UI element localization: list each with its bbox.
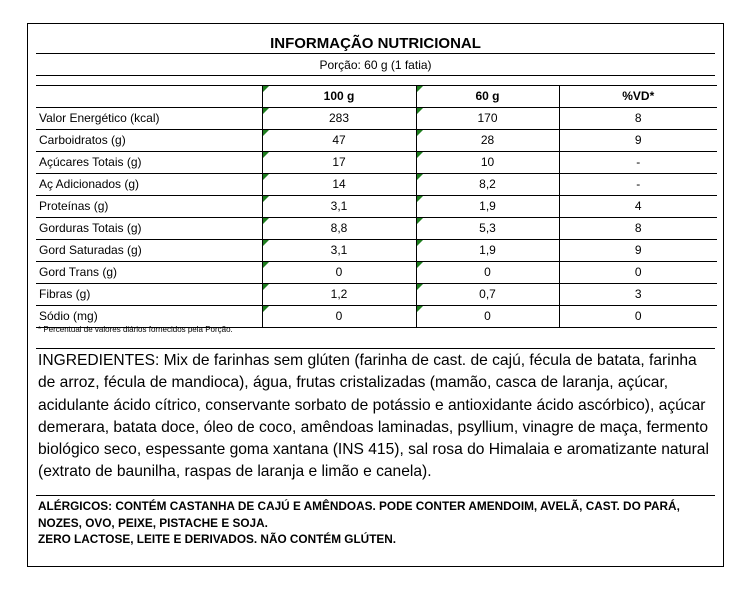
value-vd: 4 [559,196,717,218]
value-100g: 47 [262,130,416,152]
divider [36,495,715,496]
header-60g: 60 g [416,86,559,108]
divider [36,53,715,54]
table-row [36,262,717,284]
table-row [36,196,717,218]
value-vd: - [559,174,717,196]
value-60g: 10 [416,152,559,174]
value-60g: 8,2 [416,174,559,196]
value-vd: 3 [559,284,717,306]
divider [36,75,715,76]
header-vd: %VD* [559,86,717,108]
value-100g: 17 [262,152,416,174]
table-header-row [36,86,717,108]
value-vd: 0 [559,262,717,284]
portion-size: Porção: 60 g (1 fatia) [319,58,432,72]
value-vd: 9 [559,240,717,262]
value-100g: 3,1 [262,240,416,262]
value-100g: 283 [262,108,416,130]
value-vd: 8 [559,108,717,130]
nutrient-name: Fibras (g) [36,284,262,306]
nutrient-name: Carboidratos (g) [36,130,262,152]
header-blank [36,86,262,108]
nutrient-name: Sódio (mg) [36,306,262,328]
nutrient-name: Gord Trans (g) [36,262,262,284]
footnote: * Percentual de valores diários fornecidos pela Porção. [38,325,233,334]
table-row [36,284,717,306]
lactose-text: ZERO LACTOSE, LEITE E DERIVADOS. NÃO CONTÉM GLÚTEN. [38,532,397,546]
label-title: INFORMAÇÃO NUTRICIONAL [270,35,481,52]
table-row [36,108,717,130]
table-row [36,152,717,174]
table-row [36,218,717,240]
nutrient-name: Gord Saturadas (g) [36,240,262,262]
value-100g: 0 [262,306,416,328]
value-100g: 1,2 [262,284,416,306]
nutrition-table [36,85,717,328]
header-100g: 100 g [262,86,416,108]
value-60g: 1,9 [416,196,559,218]
value-60g: 0,7 [416,284,559,306]
allergens-text: ALÉRGICOS: CONTÉM CASTANHA DE CAJÚ E AMÊNDOAS. PODE CONTER AMENDOIM, AVELÃ, CAST. DO PARÁ, NOZES, OVO, PEIXE, PISTACHE E SOJA. [38,499,680,530]
value-60g: 170 [416,108,559,130]
value-100g: 8,8 [262,218,416,240]
table-row [36,174,717,196]
value-100g: 0 [262,262,416,284]
allergens-block [38,498,718,548]
nutrient-name: Gorduras Totais (g) [36,218,262,240]
value-vd: 0 [559,306,717,328]
nutrition-label [27,23,724,567]
value-60g: 0 [416,306,559,328]
value-60g: 0 [416,262,559,284]
value-vd: 9 [559,130,717,152]
value-60g: 5,3 [416,218,559,240]
nutrient-name: Proteínas (g) [36,196,262,218]
table-row [36,130,717,152]
nutrient-name: Valor Energético (kcal) [36,108,262,130]
value-100g: 14 [262,174,416,196]
value-vd: 8 [559,218,717,240]
value-60g: 28 [416,130,559,152]
table-row [36,240,717,262]
value-60g: 1,9 [416,240,559,262]
value-100g: 3,1 [262,196,416,218]
ingredients-text: INGREDIENTES: Mix de farinhas sem glúten (farinha de cast. de cajú, fécula de batata, farinha de arroz, fécula de mandioca), água, frutas cristalizadas (mamão, casca de laranja, açúcar, acidulante ácido cítrico, conservante sorbato de potássio e antioxidante ácido ascórbico), açúcar demerara, batata doce, óleo de coco, amêndoas laminadas, psyllium, vinagre de maça, fermento biológico seco, espessante goma xantana (INS 415), sal rosa do Himalaia e aromatizante natural (extrato de baunilha, raspas de laranja e limão e canela). [38,352,709,481]
divider [36,348,715,349]
nutrient-name: Aç Adicionados (g) [36,174,262,196]
value-vd: - [559,152,717,174]
nutrient-name: Açúcares Totais (g) [36,152,262,174]
